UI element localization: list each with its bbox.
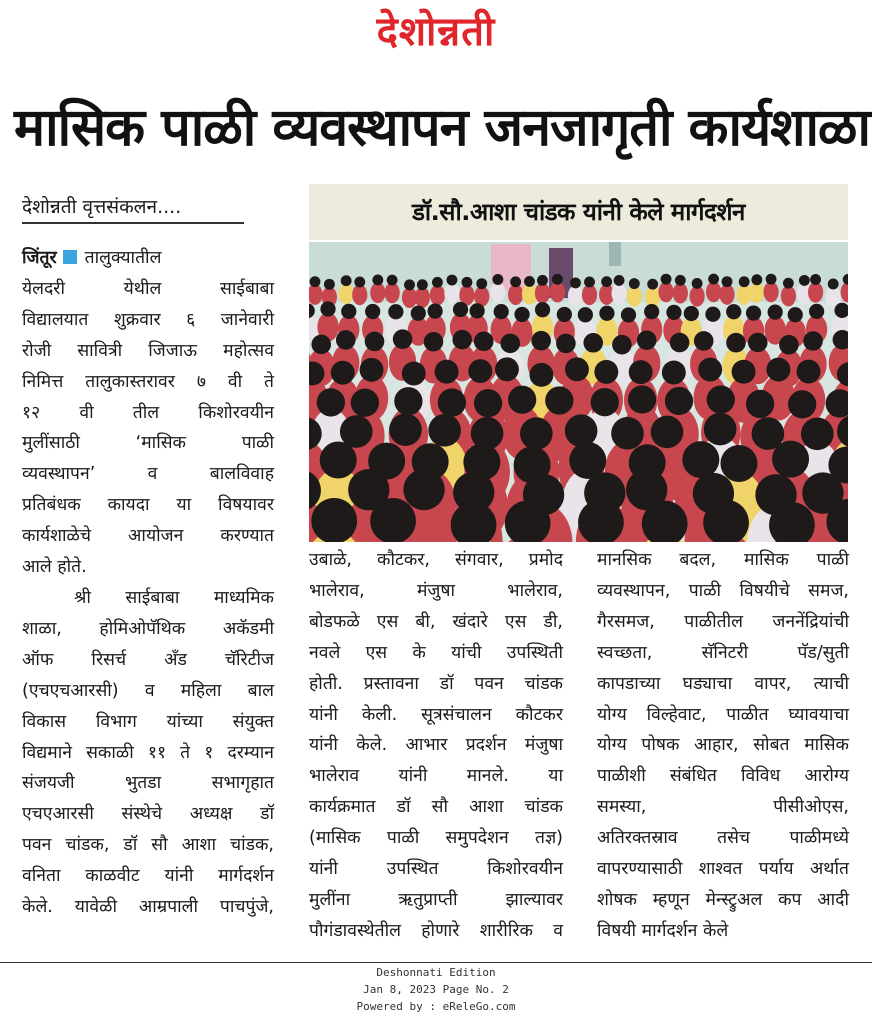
article-line: होती. प्रस्तावना डॉ पवन चांडक (309, 673, 563, 694)
audience-figure (601, 276, 612, 287)
audience-figure (658, 282, 673, 303)
audience-figure (629, 360, 653, 384)
audience-figure (781, 286, 796, 307)
audience-figure (428, 304, 443, 319)
audience-figure (647, 279, 658, 290)
audience-figure (394, 387, 422, 415)
article-line: मुलींसाठी ‘मासिक पाळी (22, 433, 274, 454)
audience-figure (707, 385, 735, 413)
audience-figure (779, 335, 799, 355)
audience-figure (468, 359, 492, 383)
audience-figure (578, 307, 593, 322)
article-headline: मासिक पाळी व्यवस्थापन जनजागृती कार्यशाळा (14, 98, 870, 158)
audience-figure (788, 307, 803, 322)
audience-figure (720, 445, 757, 482)
article-line: तालुक्यातील (84, 248, 162, 268)
audience-figure (662, 361, 686, 385)
audience-figure (661, 274, 672, 285)
audience-figure (535, 283, 550, 304)
audience-figure (628, 385, 656, 413)
audience-figure (320, 442, 357, 479)
audience-figure (365, 332, 385, 352)
audience-figure (583, 333, 603, 353)
audience-figure (772, 441, 809, 478)
audience-figure (402, 362, 426, 386)
audience-figure (809, 304, 824, 319)
audience-figure (612, 335, 632, 355)
audience-figure (565, 357, 589, 381)
audience-figure (629, 278, 640, 289)
article-line: प्रतिबंधक कायदा या विषयावर (22, 495, 274, 516)
footer-divider (0, 962, 872, 963)
audience-figure (694, 331, 714, 351)
article-line: भालेराव यांनी मानले. या (309, 766, 563, 787)
footer-date-page: Jan 8, 2023 Page No. 2 (363, 983, 509, 996)
audience-figure (453, 302, 468, 317)
audience-figure (828, 279, 839, 290)
article-line: यांनी उपस्थित किशोरवयीन (309, 859, 563, 880)
audience-figure (726, 333, 746, 353)
audience-figure (751, 274, 762, 285)
article-line: स्वच्छता, सॅनिटरी पॅड/सुती (597, 642, 849, 663)
audience-figure (474, 332, 494, 352)
audience-figure (591, 388, 619, 416)
article-line: निमित्त तालुकास्तरावर ७ वी ते (22, 371, 274, 392)
audience-figure (722, 276, 733, 287)
audience-figure (614, 275, 625, 286)
audience-figure (432, 277, 443, 288)
article-line: कार्यक्रमात डॉ सौ आशा चांडक (309, 797, 563, 818)
audience-figure (510, 276, 521, 287)
article-line: (मासिक पाळी समुपदेशन तज्ञ) (309, 828, 563, 849)
audience-figure (719, 284, 734, 305)
audience-figure (803, 331, 823, 351)
audience-figure (666, 305, 681, 320)
audience-figure (665, 387, 693, 415)
audience-figure (570, 277, 581, 288)
audience-figure (339, 283, 354, 304)
article-line: श्री साईबाबा माध्यमिक (74, 587, 274, 608)
audience-figure (637, 330, 657, 350)
audience-figure (808, 282, 823, 303)
audience-figure (403, 469, 444, 510)
newspaper-masthead: देशोन्नती (376, 8, 496, 55)
audience-figure (341, 304, 356, 319)
audience-figure (692, 278, 703, 289)
audience-figure (490, 282, 505, 303)
audience-figure (461, 277, 472, 288)
audience-figure (415, 287, 430, 308)
article-line: विद्यमाने सकाळी ११ ते १ दरम्यान (22, 742, 274, 763)
article-line: पाळीशी संबंधित विविध आरोग्य (597, 766, 849, 787)
audience-figure (444, 282, 459, 303)
audience-figure (749, 282, 764, 303)
audience-figure (545, 386, 573, 414)
audience-figure (689, 286, 704, 307)
audience-figure (766, 358, 790, 382)
audience-figure (726, 304, 741, 319)
article-line: आले होते. (22, 557, 87, 578)
article-line: मानसिक बदल, मासिक पाळी (597, 550, 849, 570)
audience-figure (520, 417, 553, 450)
audience-figure (799, 275, 810, 286)
footer-powered-by: Powered by : eReleGo.com (356, 1000, 516, 1013)
article-line: ऑफ रिसर्च अँड चॅरिटीज (22, 649, 274, 670)
article-line: विकास विभाग यांच्या संयुक्त (22, 711, 274, 732)
article-line: विद्यालयात शुक्रवार ६ जानेवारी (22, 309, 274, 330)
article-line: यांनी केले. आभार प्रदर्शन मंजुषा (309, 735, 563, 756)
audience-figure (801, 417, 834, 450)
article-line: केले. यावेळी आम्रपाली पाचपुंजे, (22, 897, 274, 918)
article-line: वापरण्यासाठी शाश्वत पर्याय अर्थात (597, 859, 849, 880)
audience-figure (535, 302, 550, 317)
audience-figure (594, 360, 618, 384)
audience-figure (611, 283, 626, 304)
article-column-2 (309, 545, 563, 947)
audience-figure (704, 413, 737, 446)
audience-figure (388, 304, 403, 319)
audience-figure (524, 276, 535, 287)
audience-figure (474, 389, 502, 417)
audience-figure (476, 278, 487, 289)
audience-figure (552, 274, 563, 285)
audience-figure (430, 285, 445, 306)
article-line: येलदरी येथील साईबाबा (22, 278, 274, 299)
audience-figure (766, 274, 777, 285)
audience-figure (352, 284, 367, 305)
audience-figure (684, 306, 699, 321)
audience-figure (387, 275, 398, 286)
article-line: रोजी सावित्री जिजाऊ महोत्सव (22, 340, 274, 361)
audience-figure (746, 390, 774, 418)
audience-figure (788, 390, 816, 418)
article-line: शाळा, होमिओपॅथिक अकॅडमी (22, 618, 274, 639)
audience-photo-graphic (309, 242, 848, 542)
audience-figure (810, 274, 821, 285)
audience-figure (310, 276, 321, 287)
audience-figure (768, 305, 783, 320)
article-line: शोषक म्हणून मेन्स्ट्रुअल कप आदी (597, 889, 849, 910)
audience-figure (783, 278, 794, 289)
audience-figure (698, 358, 722, 382)
audience-figure (746, 305, 761, 320)
article-line: पौगंडावस्थेतील होणारे शारीरिक व (309, 920, 563, 941)
audience-figure (424, 332, 444, 352)
audience-figure (568, 285, 583, 306)
article-line: यांनी केली. सूत्रसंचालन कौटकर (309, 704, 563, 725)
article-line: अतिरक्तस्राव तसेच पाळीमध्ये (597, 828, 849, 849)
audience-figure (452, 330, 472, 350)
audience-figure (447, 275, 458, 286)
audience-figure (428, 414, 461, 447)
article-line: योग्य विल्हेवाट, पाळीत घ्यावयाचा (597, 704, 849, 725)
audience-figure (372, 275, 383, 286)
audience-figure (550, 282, 565, 303)
audience-figure (311, 498, 357, 542)
audience-figure (417, 279, 428, 290)
article-line: गैरसमज, पाळीतील जननेंद्रियांची (597, 611, 849, 632)
article-subheadline: डॉ.सौ.आशा चांडक यांनी केले मार्गदर्शन (309, 184, 848, 240)
audience-figure (582, 284, 597, 305)
audience-figure (522, 284, 537, 305)
audience-figure (708, 274, 719, 285)
audience-figure (331, 361, 355, 385)
audience-figure (670, 333, 690, 353)
audience-figure (500, 334, 520, 354)
audience-figure (404, 279, 415, 290)
audience-figure (706, 281, 721, 302)
audience-figure (739, 276, 750, 287)
footer-edition: Deshonnati Edition (376, 966, 496, 979)
article-line: मुलींना ऋतुप्राप्ती झाल्यावर (309, 889, 563, 910)
audience-figure (621, 307, 636, 322)
article-line: कापडाच्या घड्याचा वापर, त्याची (597, 673, 849, 694)
audience-figure (682, 441, 719, 478)
audience-figure (537, 275, 548, 286)
audience-figure (797, 360, 821, 384)
audience-figure (763, 282, 778, 303)
audience-figure (341, 275, 352, 286)
audience-figure (705, 307, 720, 322)
article-line: पवन चांडक, डॉ सौ आशा चांडक, (22, 835, 274, 856)
dateline-marker-icon (63, 250, 77, 264)
audience-figure (385, 282, 400, 303)
article-line: संजयजी भुतडा सभागृहात (22, 773, 274, 794)
audience-figure (531, 331, 551, 351)
audience-figure (438, 388, 466, 416)
article-column-1 (22, 243, 274, 923)
article-line: विषयी मार्गदर्शन केले (597, 920, 729, 941)
article-line: वनिता काळवीट यांनी मार्गदर्शन (22, 866, 274, 887)
audience-figure (732, 360, 756, 384)
audience-figure (435, 360, 459, 384)
audience-figure (675, 275, 686, 286)
article-line: एचएआरसी संस्थेचे अध्यक्ष डॉ (22, 804, 274, 825)
article-line: उबाळे, कौटकर, संगवार, प्रमोद (309, 550, 563, 570)
audience-figure (599, 306, 614, 321)
audience-figure (336, 330, 356, 350)
audience-figure (514, 307, 529, 322)
audience-figure (508, 284, 523, 305)
audience-figure (351, 389, 379, 417)
audience-figure (360, 358, 384, 382)
audience-figure (557, 307, 572, 322)
audience-figure (495, 357, 519, 381)
audience-figure (492, 274, 503, 285)
audience-figure (651, 416, 684, 449)
audience-figure (354, 277, 365, 288)
audience-figure (529, 363, 553, 387)
article-line: व्यवस्थापन, पाळी विषयीचे समज, (597, 580, 849, 601)
audience-figure (370, 498, 416, 542)
audience-figure (494, 304, 509, 319)
article-line: नवले एस के यांची उपस्थिती (309, 642, 563, 663)
article-line: समस्या, पीसीओएस, (597, 797, 849, 818)
audience-figure (748, 333, 768, 353)
audience-figure (508, 386, 536, 414)
audience-figure (673, 283, 688, 304)
audience-figure (584, 277, 595, 288)
audience-figure (317, 388, 345, 416)
audience-figure (393, 329, 413, 349)
article-line: योग्य पोषक आहार, सोबत मासिक (597, 735, 849, 756)
audience-figure (644, 304, 659, 319)
audience-figure (611, 417, 644, 450)
article-line: १२ वी तील किशोरवयीन (22, 402, 274, 423)
article-byline: देशोन्नती वृत्तसंकलन.... (22, 192, 244, 224)
audience-figure (411, 306, 426, 321)
article-column-3 (597, 545, 849, 947)
page-footer (0, 964, 872, 1015)
article-line: व्यवस्थापन’ व बालविवाह (22, 464, 274, 485)
audience-figure (320, 301, 335, 316)
audience-figure (565, 414, 598, 447)
audience-figure (324, 279, 335, 290)
audience-figure (389, 413, 422, 446)
article-line: कार्यशाळेचे आयोजन करण्यात (22, 526, 274, 547)
article-line: भालेराव, मंजुषा भालेराव, (309, 580, 563, 601)
audience-figure (311, 335, 331, 355)
article-place: जिंतूर (22, 248, 57, 268)
article-line: (एचएचआरसी) व महिला बाल (22, 680, 274, 701)
audience-figure (627, 286, 642, 307)
audience-figure (365, 304, 380, 319)
audience-figure (556, 334, 576, 354)
article-photo (309, 242, 848, 542)
audience-figure (370, 282, 385, 303)
audience-figure (470, 303, 485, 318)
article-line: बोडफळे एस बी, खंदारे एस डी, (309, 611, 563, 632)
